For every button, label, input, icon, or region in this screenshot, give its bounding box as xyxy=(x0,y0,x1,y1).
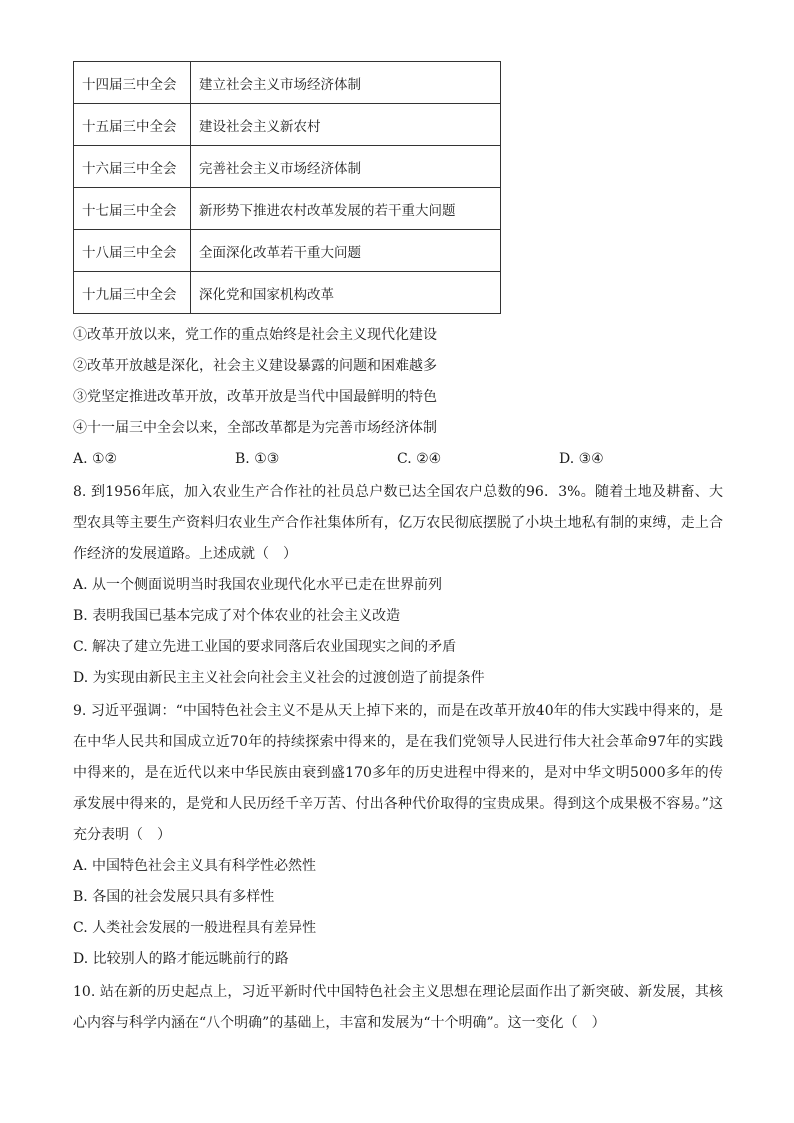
q10-stem: 10. 站在新的历史起点上，习近平新时代中国特色社会主义思想在理论层面作出了新突破、新发展，其核心内容与科学内涵在“八个明确”的基础上，丰富和发展为“十个明确”。这一变化（ ） xyxy=(73,984,723,1031)
q9-option-d: D. 比较别人的路才能远眺前行的路 xyxy=(73,951,289,967)
q9-option-c: C. 人类社会发展的一般进程具有差异性 xyxy=(73,920,317,936)
q8-option-a: A. 从一个侧面说明当时我国农业现代化水平已走在世界前列 xyxy=(73,577,443,593)
table-row xyxy=(74,230,501,272)
topic-cell: 新形势下推进农村改革发展的若干重大问题 xyxy=(191,188,501,230)
topic-cell: 全面深化改革若干重大问题 xyxy=(191,230,501,272)
plenary-session-table xyxy=(73,61,501,314)
topic-cell: 建设社会主义新农村 xyxy=(191,104,501,146)
q7-option-a: A. ①② xyxy=(73,451,118,467)
q7-statements xyxy=(73,320,723,444)
q8-option-b: B. 表明我国已基本完成了对个体农业的社会主义改造 xyxy=(73,608,401,624)
table-row xyxy=(74,272,501,314)
q8-option-d: D. 为实现由新民主主义社会向社会主义社会的过渡创造了前提条件 xyxy=(73,670,485,686)
exam-page xyxy=(73,61,723,1039)
q7-statement-1: ①改革开放以来，党工作的重点始终是社会主义现代化建设 xyxy=(73,327,437,343)
q8-option-c: C. 解决了建立先进工业国的要求同落后农业国现实之间的矛盾 xyxy=(73,639,457,655)
q9-stem: 9. 习近平强调：“中国特色社会主义不是从天上掉下来的，而是在改革开放40年的伟大实践中得来的，是在中华人民共和国成立近70年的持续探索中得来的，是在我们党领导人民进行伟大社会革命97年的实践中得来的，是在近代以来中华民族由衰到盛170多年的历史进程中得来的，是对中华文明5000多年的传承发展中得来的，是党和人民历经千辛万苦、付出各种代价取得的宝贵成果。得到这个成果极不容易。”这充分表明（ ） xyxy=(73,703,723,843)
q9-option-b: B. 各国的社会发展只具有多样性 xyxy=(73,889,275,905)
session-cell: 十五届三中全会 xyxy=(74,104,191,146)
q7-option-c: C. ②④ xyxy=(397,451,442,467)
q8-stem: 8. 到1956年底，加入农业生产合作社的社员总户数已达全国农户总数的96．3%。随着土地及耕畜、大型农具等主要生产资料归农业生产合作社集体所有，亿万农民彻底摆脱了小块土地私有制的束缚，走上合作经济的发展道路。上述成就（ ） xyxy=(73,484,723,562)
q7-option-d: D. ③④ xyxy=(559,451,604,467)
table-row xyxy=(74,104,501,146)
session-cell: 十九届三中全会 xyxy=(74,272,191,314)
q7-options xyxy=(73,444,723,475)
topic-cell: 完善社会主义市场经济体制 xyxy=(191,146,501,188)
table-row xyxy=(74,62,501,104)
q7-statement-3: ③党坚定推进改革开放，改革开放是当代中国最鲜明的特色 xyxy=(73,389,437,405)
topic-cell: 深化党和国家机构改革 xyxy=(191,272,501,314)
session-cell: 十六届三中全会 xyxy=(74,146,191,188)
session-cell: 十八届三中全会 xyxy=(74,230,191,272)
q7-statement-4: ④十一届三中全会以来，全部改革都是为完善市场经济体制 xyxy=(73,420,437,436)
q7-statement-2: ②改革开放越是深化，社会主义建设暴露的问题和困难越多 xyxy=(73,358,437,374)
table-row xyxy=(74,188,501,230)
session-cell: 十四届三中全会 xyxy=(74,62,191,104)
q7-option-b: B. ①③ xyxy=(235,451,280,467)
q9-option-a: A. 中国特色社会主义具有科学性必然性 xyxy=(73,858,317,874)
topic-cell: 建立社会主义市场经济体制 xyxy=(191,62,501,104)
table-row xyxy=(74,146,501,188)
session-cell: 十七届三中全会 xyxy=(74,188,191,230)
